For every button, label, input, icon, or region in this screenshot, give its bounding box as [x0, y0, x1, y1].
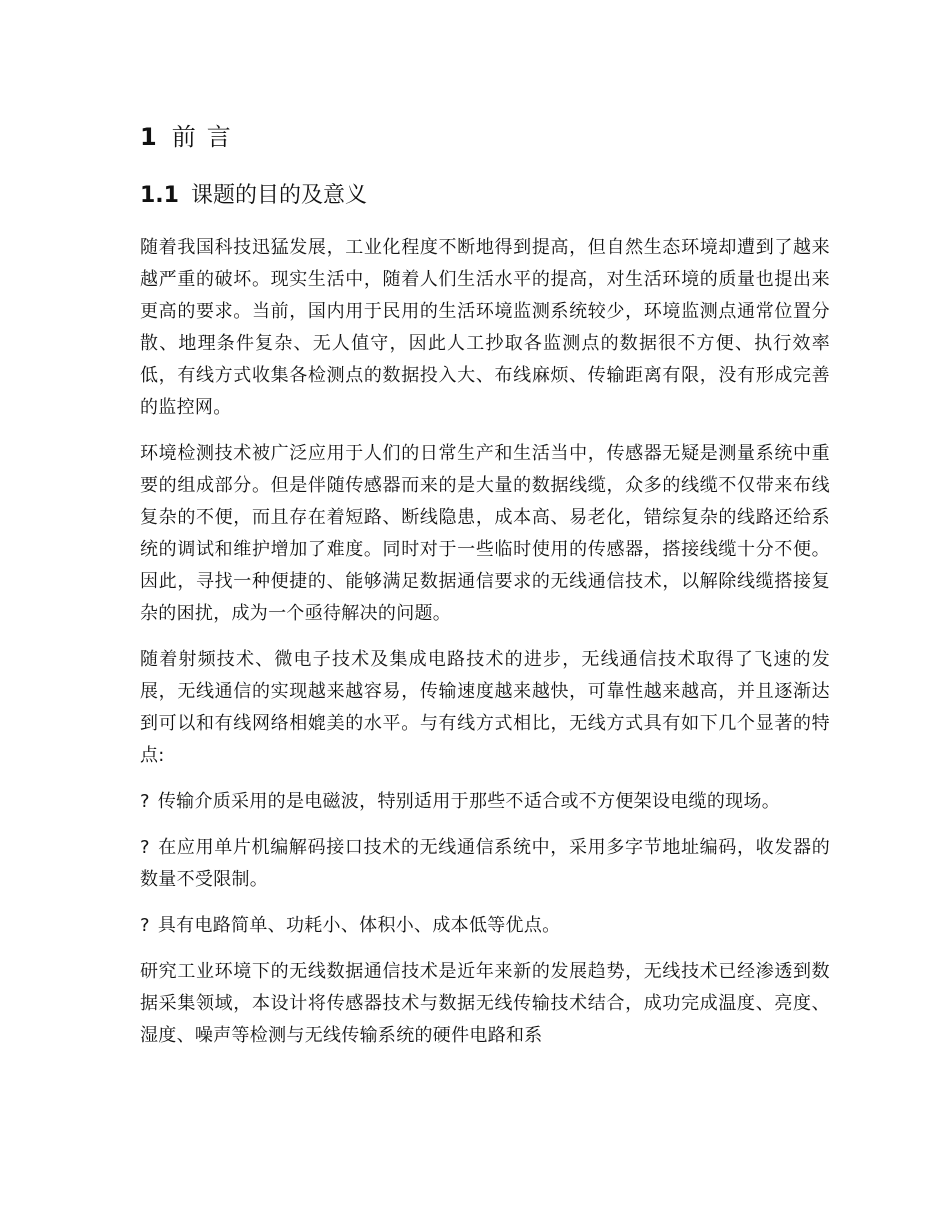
paragraph-background: 随着我国科技迅猛发展，工业化程度不断地得到提高，但自然生态环境却遭到了越来越严重的破坏。现实生活中，随着人们生活水平的提高，对生活环境的质量也提出来更高的要求。当前，国内用于民用的生活环境监测系统较少，环境监测点通常位置分散、地理条件复杂、无人值守，因此人工抄取各监测点的数据很不方便、执行效率低，有线方式收集各检测点的数据投入大、布线麻烦、传输距离有限，没有形成完善的监控网。	[140, 237, 830, 418]
document-body	[140, 118, 830, 1066]
bullet-marker: ?	[140, 915, 150, 936]
paragraph-wireless-progress: 随着射频技术、微电子技术及集成电路技术的进步，无线通信技术取得了飞速的发展，无线通信的实现越来越容易，传输速度越来越快，可靠性越来越高，并且逐渐达到可以和有线网络相媲美的水平。与有线方式相比，无线方式具有如下几个显著的特点:	[140, 649, 830, 766]
bullet-item	[140, 910, 830, 942]
section-title: 课题的目的及意义	[190, 183, 367, 208]
chapter-title-part1: 前	[171, 123, 197, 151]
bullet-marker: ?	[140, 837, 150, 858]
bullet-text: 在应用单片机编解码接口技术的无线通信系统中，采用多字节地址编码，收发器的数量不受限制。	[140, 837, 830, 890]
chapter-title-part2: 言	[206, 123, 232, 151]
section-number: 1.1	[140, 183, 179, 208]
bullet-item	[140, 786, 830, 818]
bullet-text: 传输介质采用的是电磁波，特别适用于那些不适合或不方便架设电缆的现场。	[157, 791, 781, 812]
paragraph-research-summary: 研究工业环境下的无线数据通信技术是近年来新的发展趋势，无线技术已经渗透到数据采集领域，本设计将传感器技术与数据无线传输技术结合，成功完成温度、亮度、湿度、噪声等检测与无线传输系统的硬件电路和系	[140, 961, 830, 1046]
chapter-number: 1	[140, 123, 158, 151]
chapter-heading	[140, 118, 830, 156]
paragraph-sensor-cables: 环境检测技术被广泛应用于人们的日常生产和生活当中，传感器无疑是测量系统中重要的组成部分。但是伴随传感器而来的是大量的数据线缆，众多的线缆不仅带来布线复杂的不便，而且存在着短路、断线隐患，成本高、易老化，错综复杂的线路还给系统的调试和维护增加了难度。同时对于一些临时使用的传感器，搭接线缆十分不便。因此，寻找一种便捷的、能够满足数据通信要求的无线通信技术，以解除线缆搭接复杂的困扰，成为一个亟待解决的问题。	[140, 443, 830, 624]
bullet-marker: ?	[140, 791, 150, 812]
bullet-text: 具有电路简单、功耗小、体积小、成本低等优点。	[157, 915, 561, 936]
section-heading	[140, 178, 830, 214]
bullet-item	[140, 832, 830, 896]
